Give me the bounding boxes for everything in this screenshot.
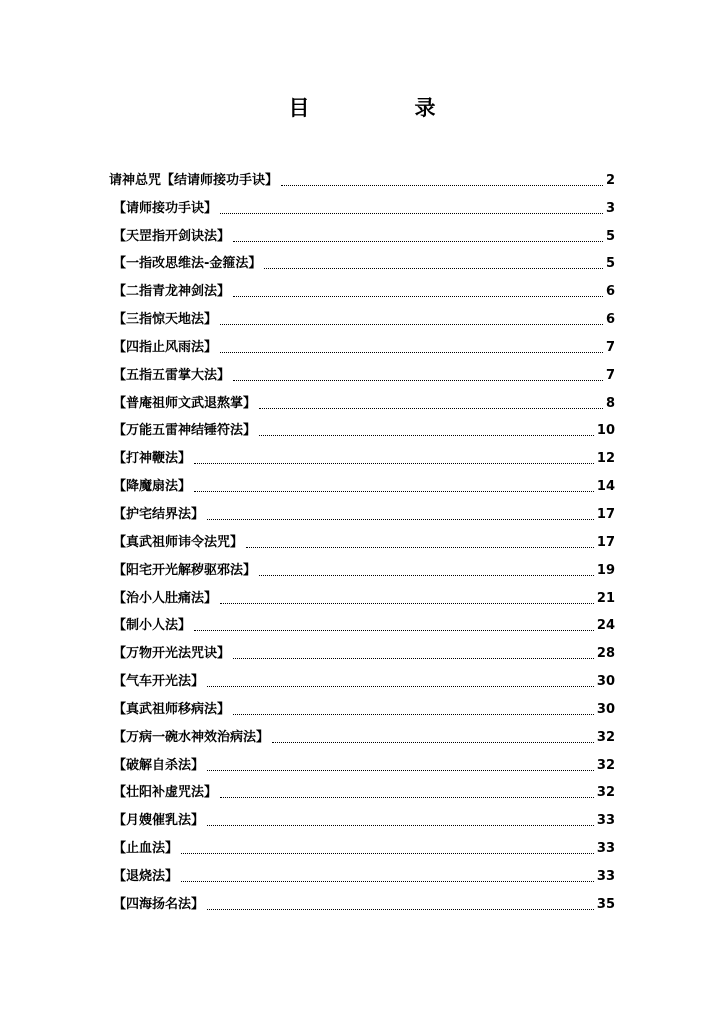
toc-entry-page: 17 <box>596 534 615 550</box>
toc-entry-page: 35 <box>596 896 615 912</box>
toc-dot-leader <box>194 630 594 631</box>
toc-entry-page: 32 <box>596 785 615 801</box>
toc-dot-leader <box>220 213 603 214</box>
toc-dot-leader <box>233 714 594 715</box>
toc-entry[interactable] <box>109 497 615 525</box>
toc-dot-leader <box>281 185 603 186</box>
toc-entry-label: 【三指惊天地法】 <box>113 312 218 328</box>
toc-entry-page: 10 <box>596 423 615 439</box>
toc-entry[interactable] <box>109 191 615 219</box>
toc-entry[interactable] <box>109 414 615 442</box>
toc-entry[interactable] <box>109 247 615 275</box>
toc-dot-leader <box>220 324 603 325</box>
toc-entry-label: 请神总咒【结请师接功手诀】 <box>109 172 279 188</box>
toc-entry-page: 33 <box>596 841 615 857</box>
toc-entry-page: 19 <box>596 562 615 578</box>
toc-entry[interactable] <box>109 776 615 804</box>
toc-entry[interactable] <box>109 887 615 915</box>
toc-entry-page: 6 <box>605 312 615 328</box>
toc-entry[interactable] <box>109 330 615 358</box>
toc-entry[interactable] <box>109 859 615 887</box>
toc-dot-leader <box>233 241 603 242</box>
toc-dot-leader <box>220 352 603 353</box>
toc-dot-leader <box>264 268 603 269</box>
toc-entry-label: 【万能五雷神结锤符法】 <box>113 423 257 439</box>
toc-entry[interactable] <box>109 219 615 247</box>
toc-entry-label: 【护宅结界法】 <box>113 506 205 522</box>
toc-list <box>109 163 615 915</box>
toc-entry-page: 32 <box>596 729 615 745</box>
toc-entry[interactable] <box>109 441 615 469</box>
toc-entry-label: 【止血法】 <box>113 841 179 857</box>
toc-entry[interactable] <box>109 831 615 859</box>
toc-dot-leader <box>233 296 603 297</box>
toc-dot-leader <box>181 881 594 882</box>
toc-entry-label: 【气车开光法】 <box>113 674 205 690</box>
toc-entry-page: 3 <box>605 200 615 216</box>
toc-entry-label: 【月嫂催乳法】 <box>113 813 205 829</box>
toc-entry-label: 【天罡指开剑诀法】 <box>113 228 231 244</box>
toc-entry[interactable] <box>109 692 615 720</box>
toc-entry-label: 【真武祖师移病法】 <box>113 701 231 717</box>
toc-entry-label: 【一指改思维法-金箍法】 <box>113 256 262 272</box>
toc-dot-leader <box>233 380 603 381</box>
toc-title: 目 录 <box>288 96 478 120</box>
toc-entry[interactable] <box>109 163 615 191</box>
toc-entry-page: 33 <box>596 813 615 829</box>
toc-entry-label: 【阳宅开光解秽驱邪法】 <box>113 562 257 578</box>
toc-dot-leader <box>194 463 594 464</box>
toc-entry[interactable] <box>109 553 615 581</box>
toc-entry[interactable] <box>109 581 615 609</box>
toc-entry[interactable] <box>109 525 615 553</box>
toc-entry[interactable] <box>109 469 615 497</box>
toc-dot-leader <box>207 519 594 520</box>
toc-entry-page: 7 <box>605 367 615 383</box>
toc-entry-label: 【二指青龙神剑法】 <box>113 284 231 300</box>
toc-entry-label: 【万病一碗水神效治病法】 <box>113 729 270 745</box>
toc-dot-leader <box>220 603 594 604</box>
toc-dot-leader <box>259 408 603 409</box>
toc-entry-page: 28 <box>596 646 615 662</box>
toc-entry-page: 30 <box>596 701 615 717</box>
toc-entry-page: 8 <box>605 395 615 411</box>
toc-entry-page: 24 <box>596 618 615 634</box>
toc-entry-page: 5 <box>605 228 615 244</box>
toc-entry[interactable] <box>109 609 615 637</box>
toc-entry-label: 【打神鞭法】 <box>113 451 192 467</box>
toc-entry-label: 【请师接功手诀】 <box>113 200 218 216</box>
toc-entry-page: 6 <box>605 284 615 300</box>
toc-entry-label: 【治小人肚痛法】 <box>113 590 218 606</box>
toc-entry-page: 12 <box>596 451 615 467</box>
toc-dot-leader <box>259 575 594 576</box>
toc-entry-page: 14 <box>596 479 615 495</box>
toc-entry-label: 【真武祖师讳令法咒】 <box>113 534 244 550</box>
toc-entry-label: 【退烧法】 <box>113 868 179 884</box>
toc-dot-leader <box>207 825 594 826</box>
toc-entry-page: 5 <box>605 256 615 272</box>
toc-entry-label: 【破解自杀法】 <box>113 757 205 773</box>
toc-dot-leader <box>194 491 594 492</box>
toc-dot-leader <box>207 686 594 687</box>
toc-entry-page: 30 <box>596 674 615 690</box>
toc-entry-label: 【普庵祖师文武退熬掌】 <box>113 395 257 411</box>
toc-entry-page: 17 <box>596 506 615 522</box>
toc-dot-leader <box>246 547 594 548</box>
toc-entry-page: 7 <box>605 339 615 355</box>
toc-entry-page: 32 <box>596 757 615 773</box>
toc-entry-label: 【降魔扇法】 <box>113 479 192 495</box>
toc-entry-label: 【四指止风雨法】 <box>113 339 218 355</box>
toc-dot-leader <box>259 435 594 436</box>
toc-dot-leader <box>207 770 594 771</box>
toc-entry[interactable] <box>109 720 615 748</box>
toc-entry-label: 【制小人法】 <box>113 618 192 634</box>
toc-dot-leader <box>220 797 594 798</box>
toc-entry[interactable] <box>109 358 615 386</box>
toc-entry-page: 21 <box>596 590 615 606</box>
toc-entry[interactable] <box>109 302 615 330</box>
toc-entry-label: 【壮阳补虚咒法】 <box>113 785 218 801</box>
toc-entry-page: 2 <box>605 172 615 188</box>
toc-entry[interactable] <box>109 664 615 692</box>
toc-entry[interactable] <box>109 748 615 776</box>
toc-entry-label: 【万物开光法咒诀】 <box>113 646 231 662</box>
toc-entry-label: 【四海扬名法】 <box>113 896 205 912</box>
toc-entry[interactable] <box>109 636 615 664</box>
toc-dot-leader <box>207 909 594 910</box>
toc-dot-leader <box>233 658 594 659</box>
toc-dot-leader <box>272 742 594 743</box>
toc-entry-label: 【五指五雷掌大法】 <box>113 367 231 383</box>
toc-entry[interactable] <box>109 274 615 302</box>
toc-entry-page: 33 <box>596 868 615 884</box>
toc-entry[interactable] <box>109 803 615 831</box>
toc-entry[interactable] <box>109 386 615 414</box>
toc-dot-leader <box>181 853 594 854</box>
